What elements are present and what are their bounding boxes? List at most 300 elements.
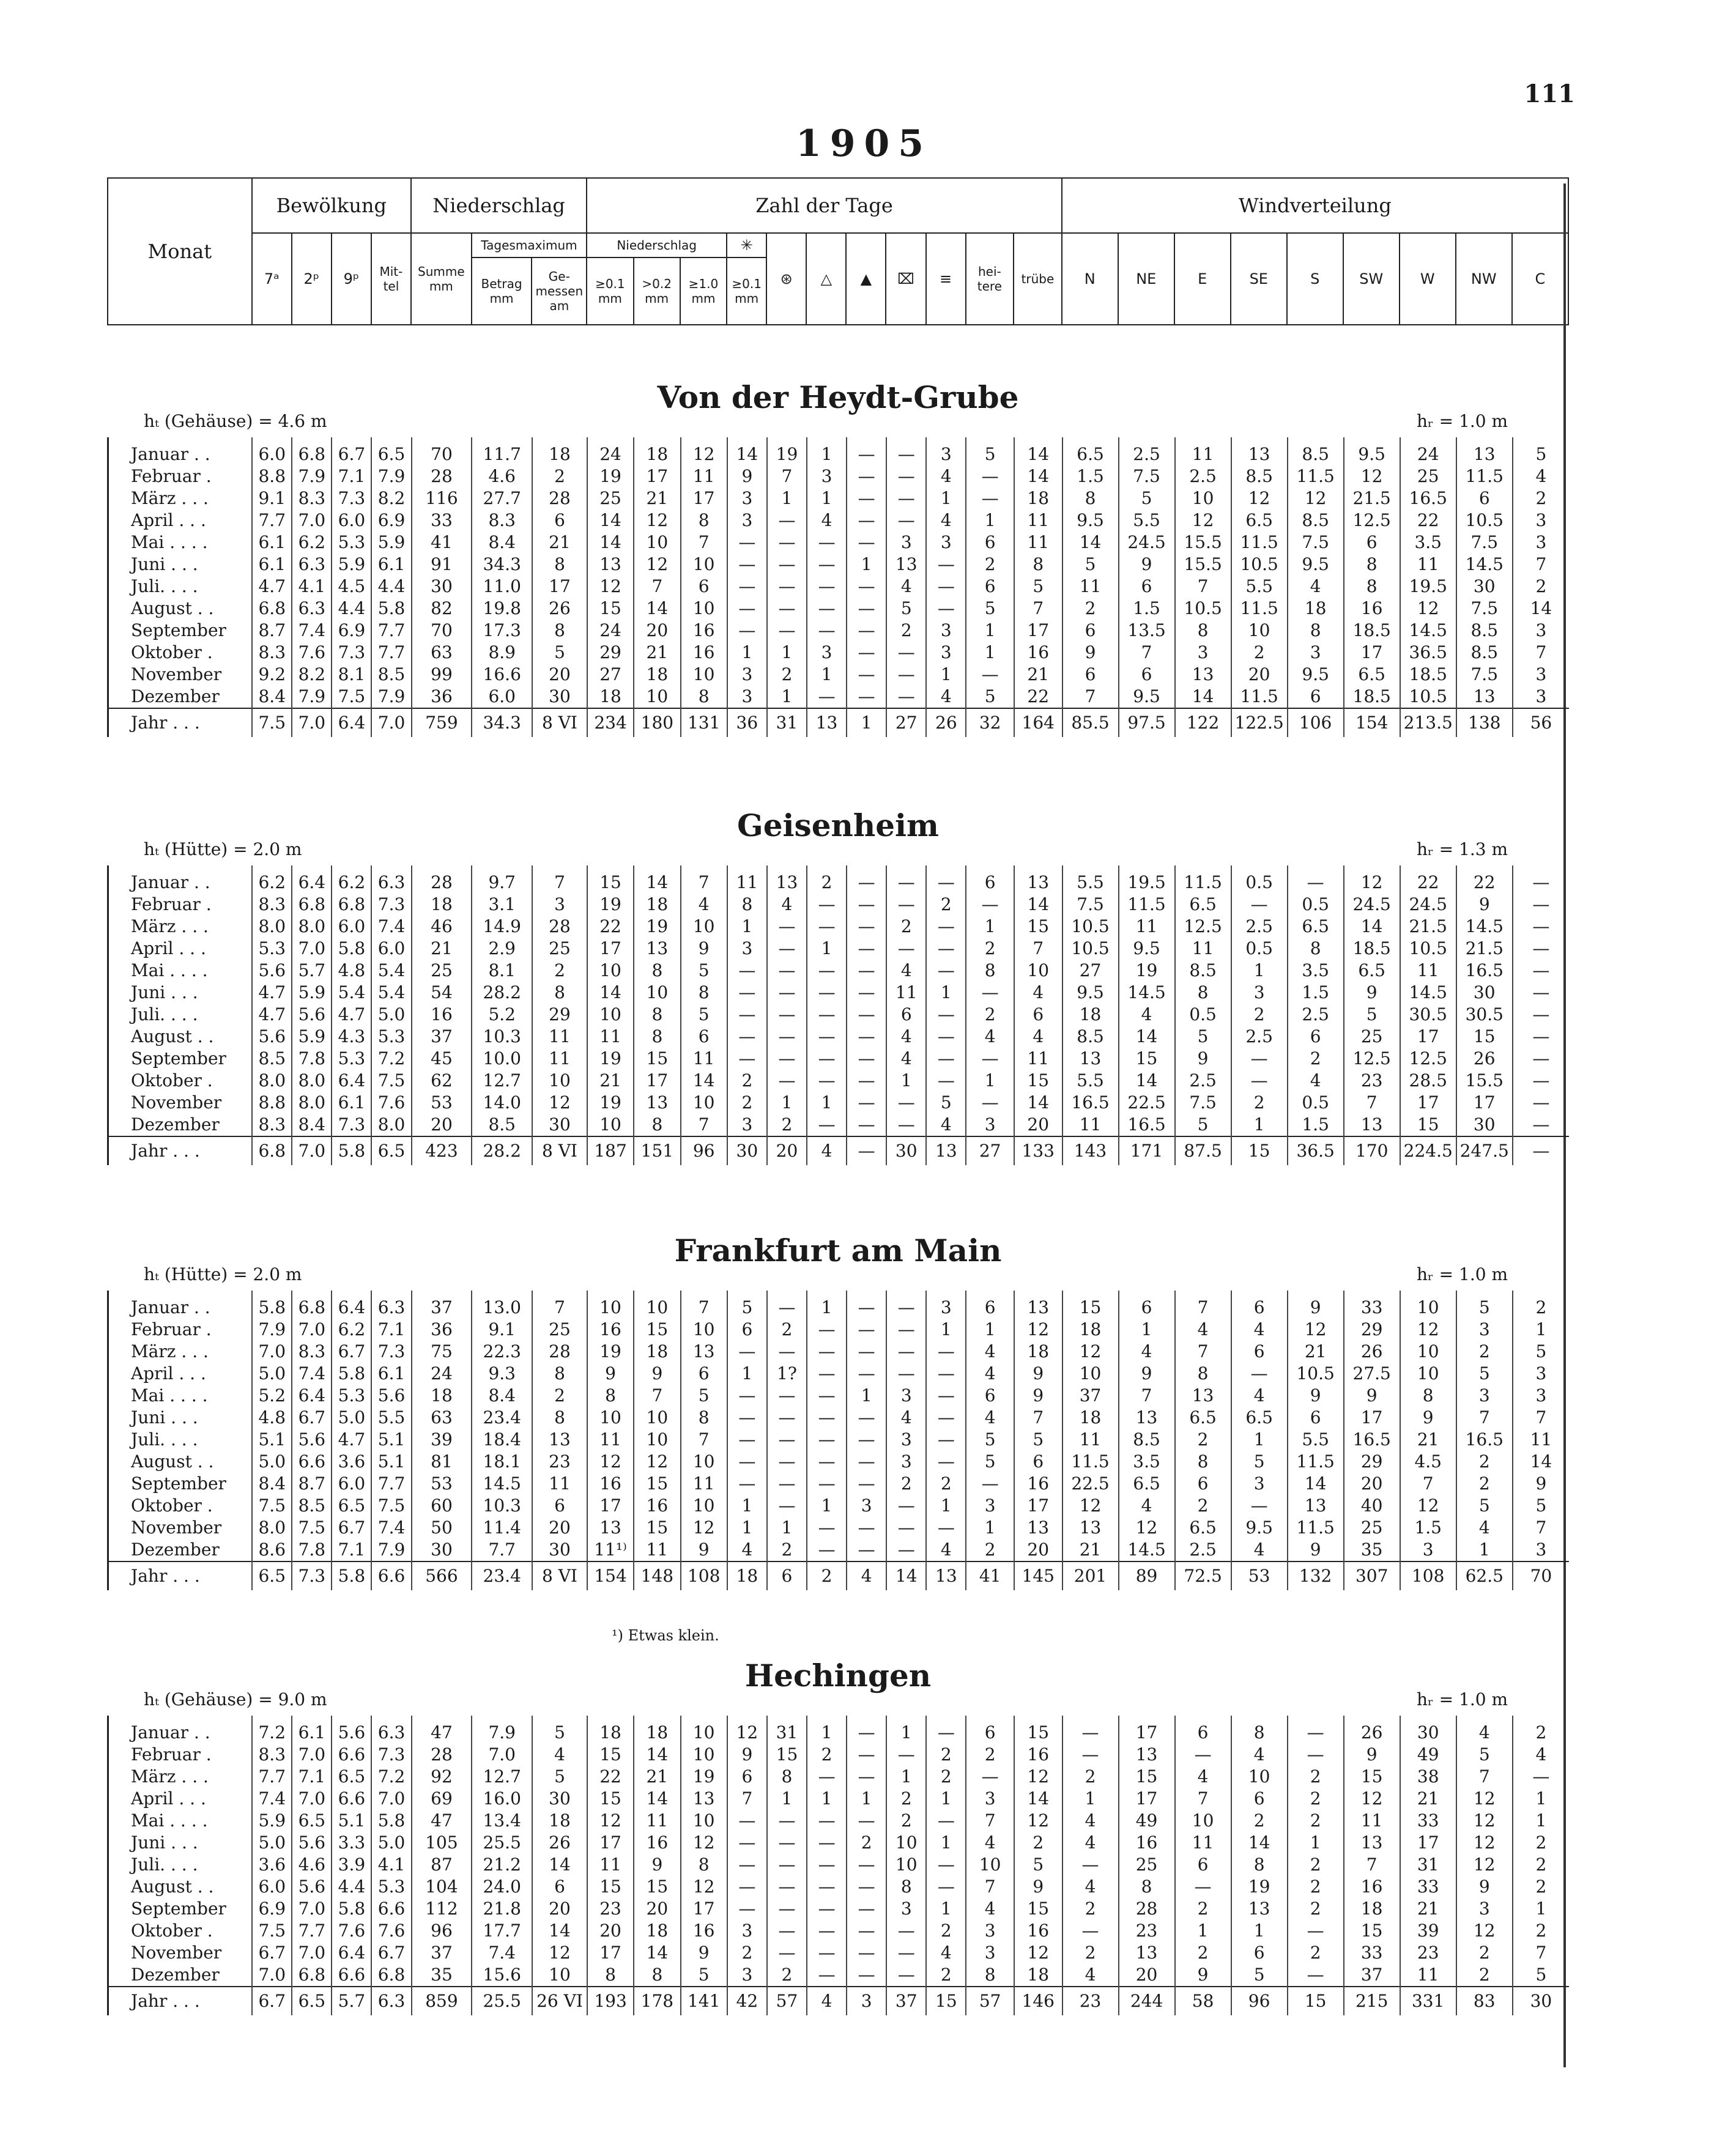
wind-e: E (1174, 233, 1231, 325)
table-cell: 4 (1456, 1716, 1513, 1744)
table-cell: 9 (1119, 1363, 1175, 1385)
table-cell: — (767, 1341, 807, 1363)
year-total-row (108, 1987, 1570, 2015)
table-cell: 7.0 (371, 1788, 411, 1810)
table-cell: 8 (886, 1876, 926, 1898)
table-cell: 2 (807, 1561, 847, 1590)
wind-n: N (1062, 233, 1118, 325)
table-cell: 9 (1456, 1876, 1513, 1898)
table-cell: 25 (532, 938, 587, 960)
table-cell: — (847, 1876, 886, 1898)
table-cell: 30 (412, 1539, 472, 1561)
table-cell: 23.4 (472, 1407, 532, 1429)
table-cell: — (926, 1716, 966, 1744)
table-cell: 37 (1344, 1964, 1400, 1987)
table-cell: 10 (1231, 620, 1288, 642)
table-cell: 7.5 (1456, 664, 1513, 686)
table-cell: 53 (1231, 1561, 1288, 1590)
table-cell: 11.4 (472, 1517, 532, 1539)
table-cell: 4 (1513, 465, 1569, 487)
table-cell: 22 (1014, 686, 1062, 708)
table-cell: 5 (681, 1964, 727, 1987)
table-cell: 24 (587, 620, 634, 642)
table-cell: 14.5 (1400, 982, 1456, 1004)
table-cell: 10 (1062, 1363, 1119, 1385)
table-cell: 18 (1288, 598, 1344, 620)
table-cell: 11.5 (1456, 465, 1513, 487)
table-cell: 8.0 (292, 1092, 332, 1114)
table-cell: 16 (681, 1920, 727, 1942)
table-cell: 12 (1288, 1319, 1344, 1341)
table-cell: 154 (1344, 708, 1400, 737)
table-cell: 18.5 (1344, 938, 1400, 960)
table-cell: 7 (1513, 1407, 1569, 1429)
table-cell: — (767, 1832, 807, 1854)
table-cell: 1 (926, 1832, 966, 1854)
table-cell: — (1231, 894, 1288, 916)
table-cell: 15 (634, 1473, 680, 1495)
table-cell: 9 (1288, 1539, 1344, 1561)
table-cell: 24.0 (472, 1876, 532, 1898)
table-cell: 5.4 (371, 960, 411, 982)
table-cell: 187 (587, 1136, 634, 1165)
table-row (108, 1114, 1570, 1136)
table-cell: 4 (886, 1026, 926, 1048)
table-cell: 7.8 (292, 1048, 332, 1070)
table-cell: 9 (634, 1854, 680, 1876)
table-cell: 18.5 (1344, 620, 1400, 642)
table-cell: 75 (412, 1341, 472, 1363)
table-cell: 7.7 (371, 1473, 411, 1495)
table-cell: 10 (681, 916, 727, 938)
table-cell: 5 (1014, 1854, 1062, 1876)
table-cell: 2.5 (1288, 1004, 1344, 1026)
table-cell: 27 (886, 708, 926, 737)
table-cell: 9.7 (472, 865, 532, 894)
table-cell: 20 (1119, 1964, 1175, 1987)
table-cell: 9 (1288, 1385, 1344, 1407)
table-cell: 6 (532, 1876, 587, 1898)
table-cell: 16.5 (1062, 1092, 1119, 1114)
header-zahl-der-tage: Zahl der Tage (587, 178, 1062, 233)
table-cell: 12.7 (472, 1070, 532, 1092)
table-cell: 17 (587, 1832, 634, 1854)
table-row (108, 642, 1570, 664)
table-cell: 2 (926, 1744, 966, 1766)
table-cell: — (966, 1048, 1014, 1070)
table-cell: 33 (1344, 1291, 1400, 1319)
table-cell: 1 (1456, 1539, 1513, 1561)
table-cell: 9.5 (1344, 437, 1400, 465)
table-cell: 28.2 (472, 982, 532, 1004)
table-cell: 10 (587, 1291, 634, 1319)
table-cell: — (727, 620, 767, 642)
month-label: September (108, 1048, 253, 1070)
table-cell: 6.8 (371, 1964, 411, 1987)
table-cell: — (767, 1495, 807, 1517)
table-cell: 12 (727, 1716, 767, 1744)
table-cell: 97.5 (1119, 708, 1175, 737)
table-cell: 28 (412, 1744, 472, 1766)
table-cell: 14.5 (1119, 1539, 1175, 1561)
table-cell: 25.5 (472, 1987, 532, 2015)
table-cell: 5 (1513, 1495, 1569, 1517)
table-cell: — (886, 664, 926, 686)
table-cell: 15.5 (1175, 554, 1231, 576)
table-cell: 5.5 (1288, 1429, 1344, 1451)
table-cell: 14 (634, 1942, 680, 1964)
table-cell: 6.6 (371, 1898, 411, 1920)
gemessen-unit: am (549, 298, 569, 313)
header-7a: 7ᵃ (252, 233, 292, 325)
table-cell: 3 (807, 465, 847, 487)
table-cell: 10 (634, 1291, 680, 1319)
table-cell: 4 (1119, 1004, 1175, 1026)
table-cell: 17 (587, 938, 634, 960)
table-cell: — (847, 1407, 886, 1429)
table-cell: 122.5 (1231, 708, 1288, 737)
table-cell: 3 (727, 664, 767, 686)
table-cell: 10 (1231, 1766, 1288, 1788)
station-title: Geisenheim (737, 807, 939, 843)
table-cell: 27 (1062, 960, 1119, 982)
table-cell: — (727, 1832, 767, 1854)
table-cell: 13 (1288, 1495, 1344, 1517)
table-cell: 21 (1288, 1341, 1344, 1363)
table-cell: 8.9 (472, 642, 532, 664)
table-cell: 5 (966, 1429, 1014, 1451)
table-cell: 20 (587, 1920, 634, 1942)
table-cell: 5 (966, 1451, 1014, 1473)
table-cell: 10 (1400, 1341, 1456, 1363)
table-cell: — (847, 1964, 886, 1987)
table-cell: 14.0 (472, 1092, 532, 1114)
table-cell: 13 (1456, 437, 1513, 465)
table-cell: 6.5 (332, 1766, 371, 1788)
table-cell: 6.3 (292, 554, 332, 576)
table-cell: 7.0 (292, 1788, 332, 1810)
table-cell: 1 (1231, 1114, 1288, 1136)
table-cell: — (1288, 865, 1344, 894)
table-cell: 1 (926, 982, 966, 1004)
table-cell: 18.5 (1400, 664, 1456, 686)
table-cell: 8 (1175, 1363, 1231, 1385)
month-label: Juni . . . (108, 554, 253, 576)
table-cell: 8.4 (472, 1385, 532, 1407)
table-cell: 72.5 (1175, 1561, 1231, 1590)
table-cell: 8 (1014, 554, 1062, 576)
table-cell: 7.6 (371, 1092, 411, 1114)
table-cell: 40 (1344, 1495, 1400, 1517)
table-cell: 1.5 (1119, 598, 1175, 620)
table-cell: 12 (1062, 1341, 1119, 1363)
table-cell: 11 (1062, 576, 1119, 598)
table-cell: — (926, 1407, 966, 1429)
table-row (108, 1004, 1570, 1026)
table-cell: 18 (1062, 1407, 1119, 1429)
table-cell: 3.5 (1119, 1451, 1175, 1473)
table-cell: 17.3 (472, 620, 532, 642)
table-cell: — (847, 1114, 886, 1136)
table-cell: 10 (1175, 487, 1231, 509)
month-label: Juni . . . (108, 1407, 253, 1429)
table-cell: 2 (767, 1319, 807, 1341)
table-cell: 96 (681, 1136, 727, 1165)
table-cell: 29 (1344, 1319, 1400, 1341)
rain-gauge-height: hᵣ = 1.0 m (1417, 1264, 1508, 1284)
table-cell: 7.5 (252, 1920, 292, 1942)
table-cell: 5.7 (332, 1987, 371, 2015)
table-cell: 7.5 (371, 1495, 411, 1517)
betrag-label: Betrag (481, 276, 522, 291)
table-cell: 9 (1400, 1407, 1456, 1429)
table-cell: — (926, 1026, 966, 1048)
table-cell: — (886, 1319, 926, 1341)
table-cell: 244 (1119, 1987, 1175, 2015)
table-cell: — (926, 938, 966, 960)
table-cell: 7.9 (292, 686, 332, 708)
table-cell: 81 (412, 1451, 472, 1473)
table-cell: 6.7 (292, 1407, 332, 1429)
table-row (108, 1898, 1570, 1920)
table-cell: 1 (966, 642, 1014, 664)
table-cell: 14 (1231, 1832, 1288, 1854)
table-cell: 5.0 (252, 1451, 292, 1473)
table-cell: 6.0 (472, 686, 532, 708)
table-cell: 1 (767, 642, 807, 664)
month-label: Dezember (108, 1539, 253, 1561)
table-cell: — (886, 938, 926, 960)
table-row (108, 865, 1570, 894)
table-cell: 7.0 (292, 1319, 332, 1341)
month-label: Januar . . (108, 1716, 253, 1744)
table-cell: 21 (1400, 1429, 1456, 1451)
table-cell: 146 (1014, 1987, 1062, 2015)
table-cell: — (1231, 1363, 1288, 1385)
month-label: September (108, 1898, 253, 1920)
table-cell: — (807, 1429, 847, 1451)
table-cell: 4 (926, 509, 966, 532)
table-cell: 9 (1014, 1876, 1062, 1898)
table-cell: 15 (1456, 1026, 1513, 1048)
table-cell: 11.5 (1231, 598, 1288, 620)
table-cell: — (847, 1048, 886, 1070)
table-cell: 13 (926, 1136, 966, 1165)
table-cell: 12.5 (1400, 1048, 1456, 1070)
month-label: September (108, 620, 253, 642)
station-title: Von der Heydt-Grube (657, 379, 1019, 415)
table-cell: 1 (886, 1070, 926, 1092)
table-cell: 12 (634, 1451, 680, 1473)
table-cell: 22.5 (1062, 1473, 1119, 1495)
table-cell: 14 (1014, 437, 1062, 465)
table-cell: — (767, 1920, 807, 1942)
table-cell: 26 (1344, 1341, 1400, 1363)
table-cell: 5 (1014, 1429, 1062, 1451)
table-cell: 14 (587, 532, 634, 554)
table-cell: 9 (1014, 1363, 1062, 1385)
table-cell: 8 (1231, 1854, 1288, 1876)
table-cell: 5 (1513, 437, 1569, 465)
table-cell: 6.5 (1231, 1407, 1288, 1429)
table-cell: — (807, 1832, 847, 1854)
table-cell: — (1513, 1004, 1569, 1026)
table-cell: 2 (1288, 1898, 1344, 1920)
table-cell: — (847, 1517, 886, 1539)
table-cell: 4 (1062, 1964, 1119, 1987)
table-cell: 14 (634, 1788, 680, 1810)
table-cell: 7 (1175, 576, 1231, 598)
table-cell: 5.8 (332, 1898, 371, 1920)
table-cell: 5.8 (332, 1363, 371, 1385)
table-cell: 18 (532, 437, 587, 465)
table-cell: 6.3 (371, 1291, 411, 1319)
table-cell: 7.0 (292, 1744, 332, 1766)
table-cell: — (727, 1407, 767, 1429)
table-cell: 29 (532, 1004, 587, 1026)
table-cell: 27 (966, 1136, 1014, 1165)
table-cell: 6.8 (292, 1964, 332, 1987)
table-cell: 16 (634, 1832, 680, 1854)
table-cell: 5 (532, 642, 587, 664)
table-cell: 9 (681, 1539, 727, 1561)
table-cell: 13 (767, 865, 807, 894)
table-cell: 39 (412, 1429, 472, 1451)
table-cell: 7.5 (1288, 532, 1344, 554)
table-cell: 2 (926, 1964, 966, 1987)
table-cell: 3 (1513, 1363, 1569, 1385)
month-label: Juli. . . . (108, 1429, 253, 1451)
table-cell: 11 (681, 1473, 727, 1495)
table-cell: 8 (681, 509, 727, 532)
table-cell: 17 (681, 1898, 727, 1920)
table-cell: 148 (634, 1561, 680, 1590)
table-cell: 1 (807, 437, 847, 465)
table-cell: 28 (412, 465, 472, 487)
table-cell: 8.0 (252, 916, 292, 938)
table-cell: 4 (886, 1048, 926, 1070)
table-row (108, 1810, 1570, 1832)
table-cell: 7.7 (371, 620, 411, 642)
table-cell: 12 (532, 1092, 587, 1114)
table-cell: 1 (727, 916, 767, 938)
table-cell: 11 (1513, 1429, 1569, 1451)
table-cell: 3 (1175, 642, 1231, 664)
table-cell: 14.9 (472, 916, 532, 938)
table-cell: 7.0 (292, 1898, 332, 1920)
table-cell: 7 (681, 1291, 727, 1319)
table-cell: 83 (1456, 1987, 1513, 2015)
table-cell: 5.3 (332, 532, 371, 554)
table-cell: 3 (966, 1942, 1014, 1964)
table-cell: 7 (1344, 1854, 1400, 1876)
table-cell: 36.5 (1288, 1136, 1344, 1165)
table-cell: — (767, 1291, 807, 1319)
table-cell: — (847, 1766, 886, 1788)
table-cell: 14 (727, 437, 767, 465)
table-cell: 6.0 (332, 916, 371, 938)
wind-c: C (1512, 233, 1568, 325)
table-cell: 7.0 (371, 708, 411, 737)
table-cell: 1 (926, 1788, 966, 1810)
table-cell: 7.9 (472, 1716, 532, 1744)
table-cell: 53 (412, 1473, 472, 1495)
table-cell: 70 (412, 620, 472, 642)
table-cell: 12 (1400, 1319, 1456, 1341)
header-ns-02 (634, 257, 680, 325)
table-cell: 7.3 (332, 1114, 371, 1136)
table-cell: 16.6 (472, 664, 532, 686)
table-cell: 9 (1344, 1385, 1400, 1407)
table-cell: 8.7 (252, 620, 292, 642)
table-cell: 2 (1231, 1810, 1288, 1832)
table-cell: — (807, 894, 847, 916)
table-cell: 15 (1014, 1898, 1062, 1920)
table-cell: 8 (1175, 1451, 1231, 1473)
table-cell: 1 (966, 1070, 1014, 1092)
table-cell: 12 (1014, 1942, 1062, 1964)
table-cell: 7.4 (252, 1788, 292, 1810)
table-cell: — (1513, 1114, 1569, 1136)
table-cell: 28.2 (472, 1136, 532, 1165)
table-cell: — (886, 1363, 926, 1385)
table-cell: 20 (634, 620, 680, 642)
table-cell: — (1062, 1716, 1119, 1744)
header-windverteilung: Windverteilung (1062, 178, 1568, 233)
table-cell: — (767, 1898, 807, 1920)
table-cell: 4 (807, 1987, 847, 2015)
table-cell: 7.0 (472, 1744, 532, 1766)
table-cell: 6 (767, 1561, 807, 1590)
table-cell: — (847, 1898, 886, 1920)
table-cell: 5 (532, 1716, 587, 1744)
table-cell: 36.5 (1400, 642, 1456, 664)
table-cell: 8.4 (472, 532, 532, 554)
wind-s: S (1287, 233, 1343, 325)
table-cell: 6.8 (292, 894, 332, 916)
header-mittel: Mit-tel (371, 233, 411, 325)
table-cell: 3 (727, 487, 767, 509)
table-cell: 1 (966, 1319, 1014, 1341)
table-cell: 1 (926, 1495, 966, 1517)
table-cell: 17 (634, 465, 680, 487)
table-cell: 2 (1456, 1341, 1513, 1363)
table-cell: 4 (966, 1898, 1014, 1920)
table-row (108, 1341, 1570, 1363)
table-cell: 26 (1456, 1048, 1513, 1070)
table-cell: — (926, 960, 966, 982)
table-cell: 2 (926, 1920, 966, 1942)
table-cell: 2 (1513, 1291, 1569, 1319)
table-cell: 18 (587, 686, 634, 708)
table-cell: 20 (1344, 1473, 1400, 1495)
table-cell: — (886, 487, 926, 509)
table-cell: 331 (1400, 1987, 1456, 2015)
table-cell: — (926, 1341, 966, 1363)
table-cell: 10 (681, 1451, 727, 1473)
table-cell: 3 (727, 1964, 767, 1987)
table-cell: 10.0 (472, 1048, 532, 1070)
table-cell: 9 (587, 1363, 634, 1385)
table-cell: 15.5 (1175, 532, 1231, 554)
table-cell: 4.1 (371, 1854, 411, 1876)
table-cell: — (767, 1070, 807, 1092)
table-cell: 17 (1400, 1092, 1456, 1114)
table-cell: 16 (681, 642, 727, 664)
table-cell: 307 (1344, 1561, 1400, 1590)
ns-10-unit: mm (691, 291, 716, 306)
table-cell: 21.5 (1344, 487, 1400, 509)
